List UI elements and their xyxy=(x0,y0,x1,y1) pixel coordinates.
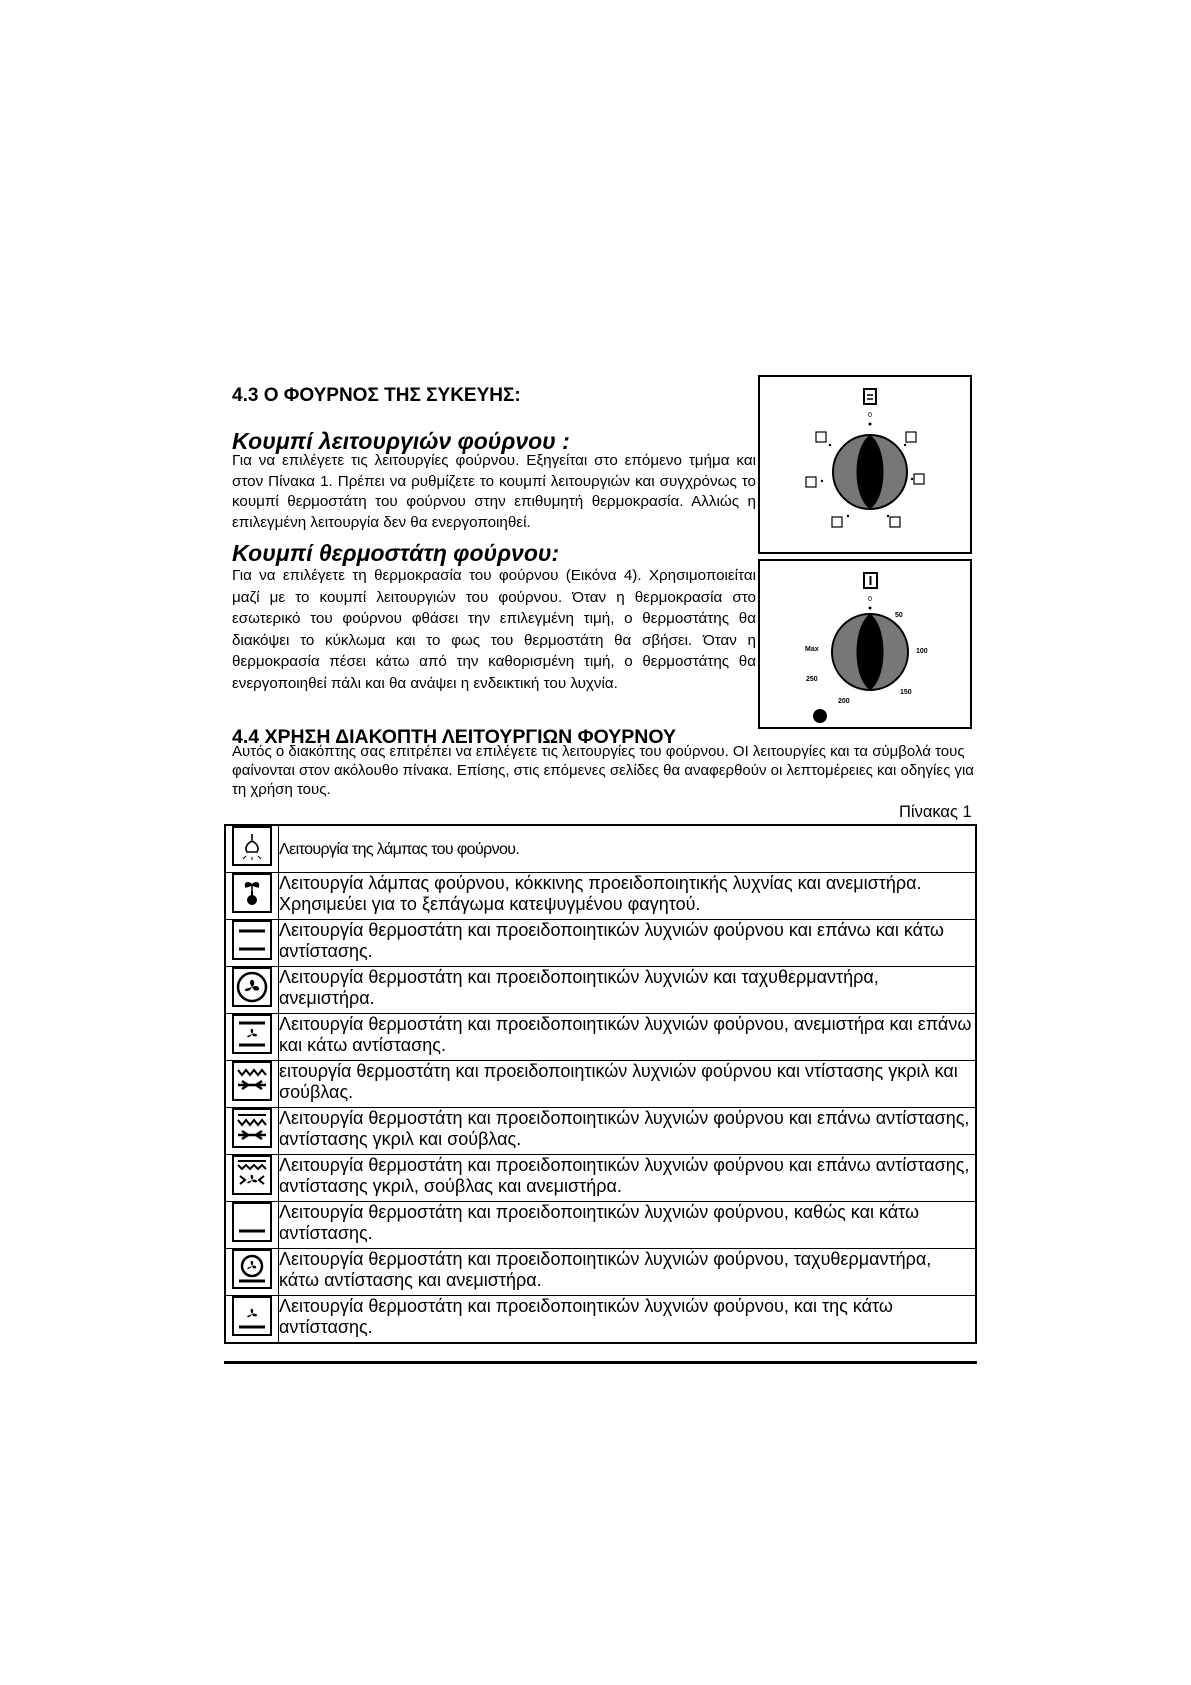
table-row xyxy=(225,1014,976,1061)
functions-knob-heading: Κουμπί λειτουργιών φούρνου : xyxy=(232,428,570,454)
turbo-bottom-fan-icon xyxy=(232,1249,272,1289)
grill-icon xyxy=(816,432,826,442)
function-description: ειτουργία θερμοστάτη και προειδοποιητικών λυχνιών φούρνου και ντίστασης γκριλ και σούβλας. xyxy=(279,1061,977,1108)
table-row xyxy=(225,920,976,967)
dial-zero-label: 0 xyxy=(868,412,872,419)
function-description: Λειτουργία θερμοστάτη και προειδοποιητικών λυχνιών φούρνου και επάνω και κάτω αντίστασης. xyxy=(279,920,977,967)
thermostat-knob-heading: Κουμπί θερμοστάτη φούρνου: xyxy=(232,540,560,566)
table-row xyxy=(225,1202,976,1249)
fan-bottom-icon xyxy=(232,1296,272,1336)
oven-functions-table xyxy=(224,824,977,1344)
top-grill-rotisserie-icon xyxy=(232,1108,272,1148)
function-description: Λειτουργία της λάμπας του φούρνου. xyxy=(279,825,977,873)
table-row xyxy=(225,1249,976,1296)
table-label: Πίνακας 1 xyxy=(899,803,972,821)
scale-label-50: 50 xyxy=(895,612,903,619)
turbo-icon xyxy=(914,474,924,484)
top-bottom-heat-icon xyxy=(232,920,272,960)
table-bottom-rule xyxy=(224,1361,977,1364)
functions-knob-text: Για να επιλέγετε τις λειτουργίες φούρνου. Εξηγείται στο επόμενο τμήμα και στον Πίνακα 1. Πρέπει να ρυθμίζετε το κουμπί λειτουργιών και συγχρόνως το κουμπί θερμοστάτη του φούρνου στην επιθυμητή θερμοκρασία. Αλλιώς η επιλεγμένη λειτουργία δεν θα ενεργοποιηθεί. xyxy=(232,452,756,531)
lamp-icon xyxy=(232,826,272,866)
function-icon-cell xyxy=(225,920,279,967)
scale-label-max: Max xyxy=(805,646,819,653)
scale-label-250: 250 xyxy=(806,676,818,683)
section-title-4-3: 4.3 Ο ΦΟΥΡΝΟΣ ΤΗΣ ΣΥΚΕΥΗΣ: xyxy=(232,385,521,406)
function-icon-cell xyxy=(225,1061,279,1108)
function-icon-cell xyxy=(225,967,279,1014)
scale-label-100: 100 xyxy=(916,648,928,655)
section-title-4-4: 4.4 ΧΡΗΣΗ ΔΙΑΚΟΠΤΗ ΛΕΙΤΟΥΡΓΙΩΝ ΦΟΥΡΝΟΥ xyxy=(232,726,676,748)
function-icon-cell xyxy=(225,1202,279,1249)
bottom-heat-icon xyxy=(232,1202,272,1242)
table-row xyxy=(225,1296,976,1344)
function-description: Λειτουργία θερμοστάτη και προειδοποιητικών λυχνιών φούρνου, καθώς και κάτω αντίστασης. xyxy=(279,1202,977,1249)
fan-top-bottom-icon xyxy=(232,1014,272,1054)
function-icon-cell xyxy=(225,1108,279,1155)
section-4-4-text: Αυτός ο διακόπτης σας επιτρέπει να επιλέγετε τις λειτουργίες του φούρνου. ΟΙ λειτουργίες και τα σύμβολά τους φαίνονται στον ακόλουθο πίνακα. Επίσης, στις επόμενες σελίδες θα αναφερθούν οι λεπτομέρειες και οδηγίες για τη χρήση τους. xyxy=(232,743,974,798)
defrost-icon xyxy=(906,432,916,442)
function-description: Λειτουργία θερμοστάτη και προειδοποιητικών λυχνιών φούρνου, ταχυθερμαντήρα, κάτω αντίστασης και ανεμιστήρα. xyxy=(279,1249,977,1296)
function-description: Λειτουργία θερμοστάτη και προειδοποιητικών λυχνιών και ταχυθερμαντήρα, ανεμιστήρα. xyxy=(279,967,977,1014)
top-grill-rotisserie-fan-icon xyxy=(232,1155,272,1195)
table-row xyxy=(225,1108,976,1155)
thermostat-lamp-icon xyxy=(813,709,827,723)
thermostat-zero-label: 0 xyxy=(868,596,872,603)
function-icon-cell xyxy=(225,1014,279,1061)
function-icon-cell xyxy=(225,825,279,873)
defrost-fan-icon xyxy=(232,873,272,913)
function-icon-cell xyxy=(225,873,279,920)
function-icon-cell xyxy=(225,1249,279,1296)
top-bottom-icon xyxy=(890,517,900,527)
grill-fan-icon xyxy=(806,477,816,487)
thermostat-dial-drawing xyxy=(760,561,970,727)
scale-label-150: 150 xyxy=(900,689,912,696)
scale-label-200: 200 xyxy=(838,698,850,705)
function-icon-cell xyxy=(225,1155,279,1202)
table-row xyxy=(225,1155,976,1202)
function-dial-figure xyxy=(758,375,972,554)
grill-rotisserie-icon xyxy=(232,1061,272,1101)
thermostat-knob-text: Για να επιλέγετε τη θερμοκρασία του φούρνου (Εικόνα 4). Χρησιμοποιείται μαζί με το κουμπί λειτουργιών του φούρνου. Όταν η θερμοκρασία στο εσωτερικό του φούρνου φθάσει την επιλεγμένη τιμή, ο θερμοστάτης θα διακόψει το κύκλωμα και το φως του θερμοστάτη θα σβήσει. Όταν η θερμοκρασία πέσει κάτω από την καθορισμένη τιμή, ο θερμοστάτης θα ενεργοποιηθεί πάλι και θα ανάψει η ενδεικτική του λυχνία. xyxy=(232,567,756,692)
function-description: Λειτουργία θερμοστάτη και προειδοποιητικών λυχνιών φούρνου και επάνω αντίστασης, αντίστασης γκριλ και σούβλας. xyxy=(279,1108,977,1155)
function-dial-drawing xyxy=(760,377,970,552)
function-description: Λειτουργία θερμοστάτη και προειδοποιητικών λυχνιών φούρνου, και της κάτω αντίστασης. xyxy=(279,1296,977,1344)
table-row xyxy=(225,1061,976,1108)
table-row xyxy=(225,967,976,1014)
table-row xyxy=(225,873,976,920)
table-row xyxy=(225,825,976,873)
function-description: Λειτουργία λάμπας φούρνου, κόκκινης προειδοποιητικής λυχνίας και ανεμιστήρα. Χρησιμεύει για το ξεπάγωμα κατεψυγμένου φαγητού. xyxy=(279,873,977,920)
light-indicator-icon xyxy=(864,389,876,404)
function-description: Λειτουργία θερμοστάτη και προειδοποιητικών λυχνιών φούρνου και επάνω αντίστασης, αντίστασης γκριλ, σούβλας και ανεμιστήρα. xyxy=(279,1155,977,1202)
turbo-fan-icon xyxy=(232,967,272,1007)
function-description: Λειτουργία θερμοστάτη και προειδοποιητικών λυχνιών φούρνου, ανεμιστήρα και επάνω και κάτω αντίστασης. xyxy=(279,1014,977,1061)
function-icon-cell xyxy=(225,1296,279,1344)
thermostat-dial-figure xyxy=(758,559,972,729)
bottom-icon xyxy=(832,517,842,527)
